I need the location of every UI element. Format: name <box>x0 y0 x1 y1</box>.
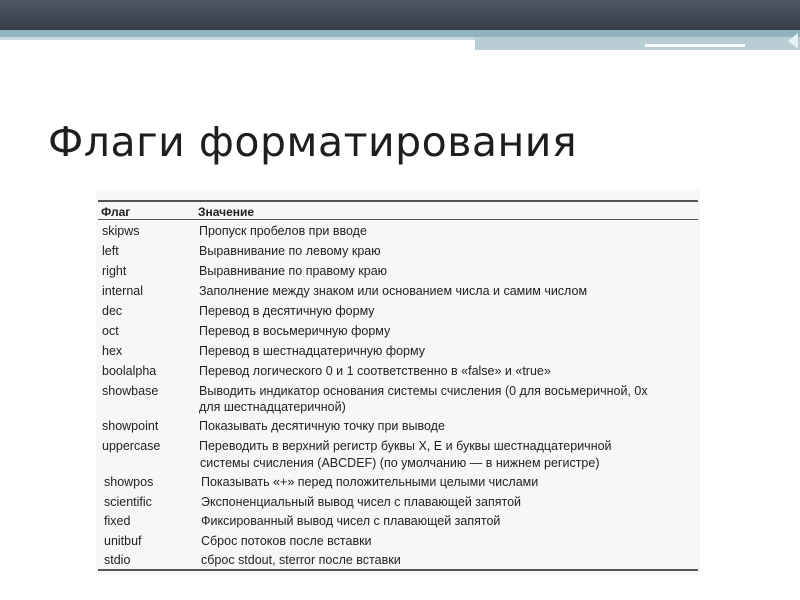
row-flag: left <box>102 244 119 258</box>
row-meaning: сброс stdout, sterror после вставки <box>201 553 401 567</box>
row-flag: dec <box>102 304 123 318</box>
table-rule-bottom <box>98 569 698 571</box>
table-rule-top <box>98 200 698 202</box>
row-flag: oct <box>102 324 119 338</box>
row-meaning: Сброс потоков после вставки <box>201 534 372 548</box>
row-meaning: Фиксированный вывод чисел с плавающей запятой <box>201 514 501 528</box>
row-flag: showbase <box>102 384 159 398</box>
row-flag: showpoint <box>102 419 159 433</box>
column-header-meaning: Значение <box>198 205 255 219</box>
row-flag: right <box>102 264 127 278</box>
header-stripe-light <box>0 37 475 40</box>
row-meaning: Перевод в восьмеричную форму <box>199 324 391 338</box>
row-meaning: Перевод логического 0 и 1 соответственно в «false» и «true» <box>199 364 551 378</box>
row-flag: skipws <box>102 224 140 238</box>
row-flag: uppercase <box>102 439 161 453</box>
row-meaning: Заполнение между знаком или основанием числа и самим числом <box>199 284 588 298</box>
slide-title: Флаги форматирования <box>48 118 578 166</box>
row-meaning: Показывать «+» перед положительными целыми числами <box>201 475 539 489</box>
row-meaning: Переводить в верхний регистр буквы X, E и буквы шестнадцатеричной <box>199 439 612 453</box>
row-meaning: Экспоненциальный вывод чисел с плавающей запятой <box>201 495 522 509</box>
row-flag: showpos <box>104 475 154 489</box>
table-rule-header <box>98 219 698 220</box>
column-header-flag: Флаг <box>101 205 131 219</box>
header-band <box>0 0 800 30</box>
row-flag: boolalpha <box>102 364 157 378</box>
row-flag: hex <box>102 344 123 358</box>
row-meaning: Выводить индикатор основания системы счисления (0 для восьмеричной, 0x <box>199 384 648 398</box>
row-flag: fixed <box>104 514 131 528</box>
row-meaning: Выравнивание по левому краю <box>199 244 381 258</box>
row-meaning: Перевод в десятичную форму <box>199 304 375 318</box>
row-meaning: Выравнивание по правому краю <box>199 264 388 278</box>
row-flag: internal <box>102 284 143 298</box>
header-stripe-accent <box>645 44 745 47</box>
row-flag: scientific <box>104 495 152 509</box>
row-meaning: Перевод в шестнадцатеричную форму <box>199 344 425 358</box>
row-meaning-continued: системы счисления (ABCDEF) (по умолчанию — в нижнем регистре) <box>200 456 600 470</box>
row-meaning: Показывать десятичную точку при выводе <box>199 419 445 433</box>
header-stripe <box>0 30 800 37</box>
row-flag: stdio <box>104 553 131 567</box>
row-meaning: Пропуск пробелов при вводе <box>199 224 367 238</box>
row-meaning-continued: для шестнадцатеричной) <box>199 400 346 414</box>
row-flag: unitbuf <box>104 534 142 548</box>
corner-triangle-icon <box>788 33 798 49</box>
header-stripe-right <box>475 37 800 50</box>
